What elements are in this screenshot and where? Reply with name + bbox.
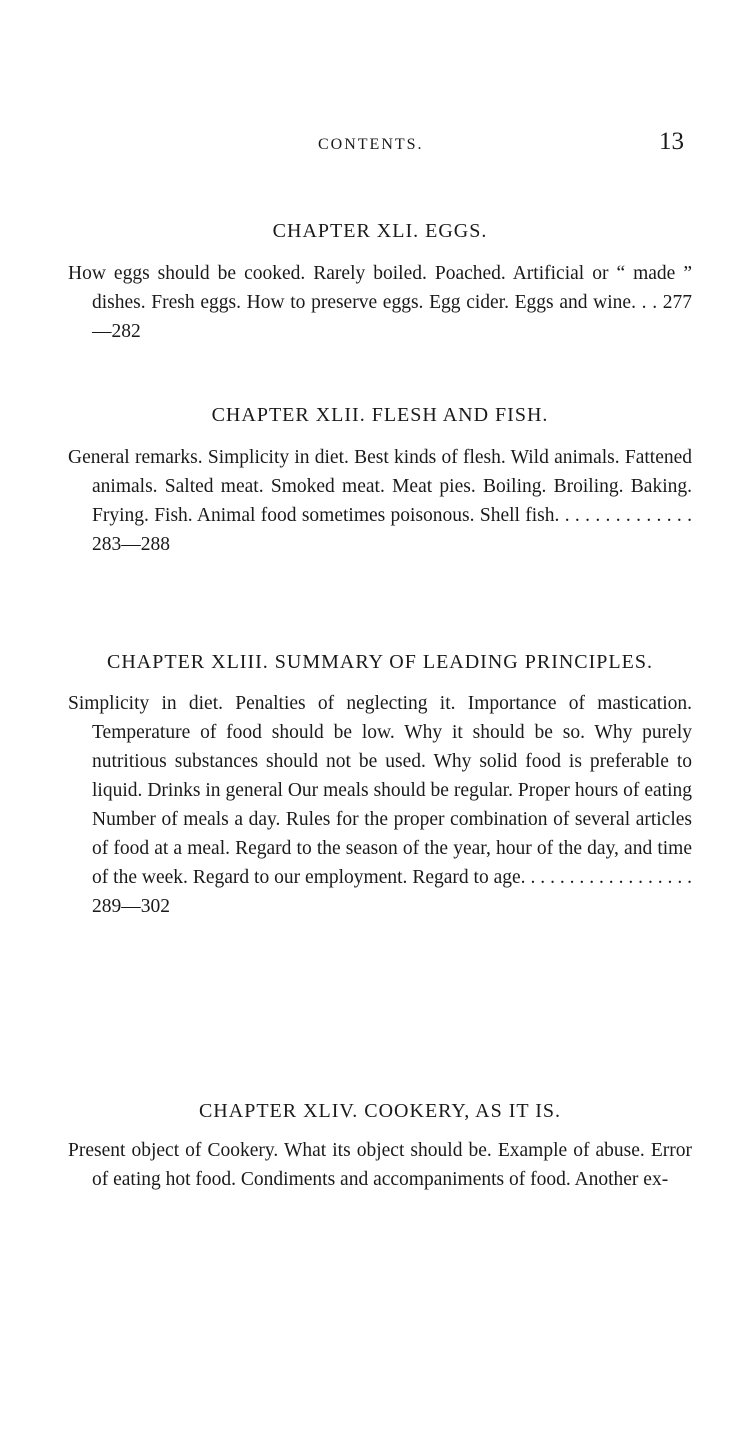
page-range: 277—282 [92, 292, 693, 342]
summary-text: Present object of Cookery. What its object should be. Example of abuse. Error of eating hot food. Condiments and accompaniments of food. Another ex- [68, 1140, 692, 1190]
chapter-xliii [68, 645, 692, 921]
page-range: 289—302 [92, 896, 170, 917]
running-title: CONTENTS. [318, 136, 424, 153]
dot-leader: . . . . . . . . . . . . . [564, 505, 693, 526]
chapter-heading: CHAPTER XLIII. SUMMARY OF LEADING PRINCIPLES. [107, 651, 653, 673]
chapter-summary [68, 259, 692, 346]
summary-text: How eggs should be cooked. Rarely boiled. Poached. Artificial or “ made ” dishes. Fresh eggs. How to preserve eggs. Egg cider. Eggs and wine. [68, 263, 692, 313]
summary-text: General remarks. Simplicity in diet. Best kinds of flesh. Wild animals. Fattened animals. Salted meat. Smoked meat. Meat pies. Boiling. Broiling. Baking. Frying. Fish. Animal food sometimes poisonous. Shell fish. [68, 447, 692, 526]
chapter-xliv [68, 1094, 692, 1194]
chapter-heading: CHAPTER XLII. FLESH AND FISH. [211, 404, 549, 426]
chapter-xlii [68, 398, 692, 559]
chapter-heading: CHAPTER XLI. EGGS. [272, 220, 488, 242]
summary-text: Simplicity in diet. Penalties of neglecting it. Importance of mastication. Temperature of food should be low. Why it should be so. Why purely nutritious substances should not be used. Why solid food is preferable to liquid. Drinks in general Our meals should be regular. Proper hours of eating Number of meals a day. Rules for the proper combination of several articles of food at a meal. Regard to the season of the year, hour of the day, and time of the week. Regard to our employment. Regard to age. [68, 693, 692, 888]
chapter-summary [68, 1136, 692, 1194]
running-head [0, 128, 750, 162]
page-number: 13 [659, 128, 684, 155]
dot-leader: . . . . . . . . . . . . . . . . . [530, 867, 693, 888]
dot-leader: . . [641, 292, 663, 313]
page-range: 283—288 [92, 534, 170, 555]
chapter-summary [68, 443, 692, 559]
chapter-heading: CHAPTER XLIV. COOKERY, AS IT IS. [198, 1100, 562, 1122]
chapter-summary [68, 689, 692, 921]
chapter-xli [68, 214, 692, 346]
